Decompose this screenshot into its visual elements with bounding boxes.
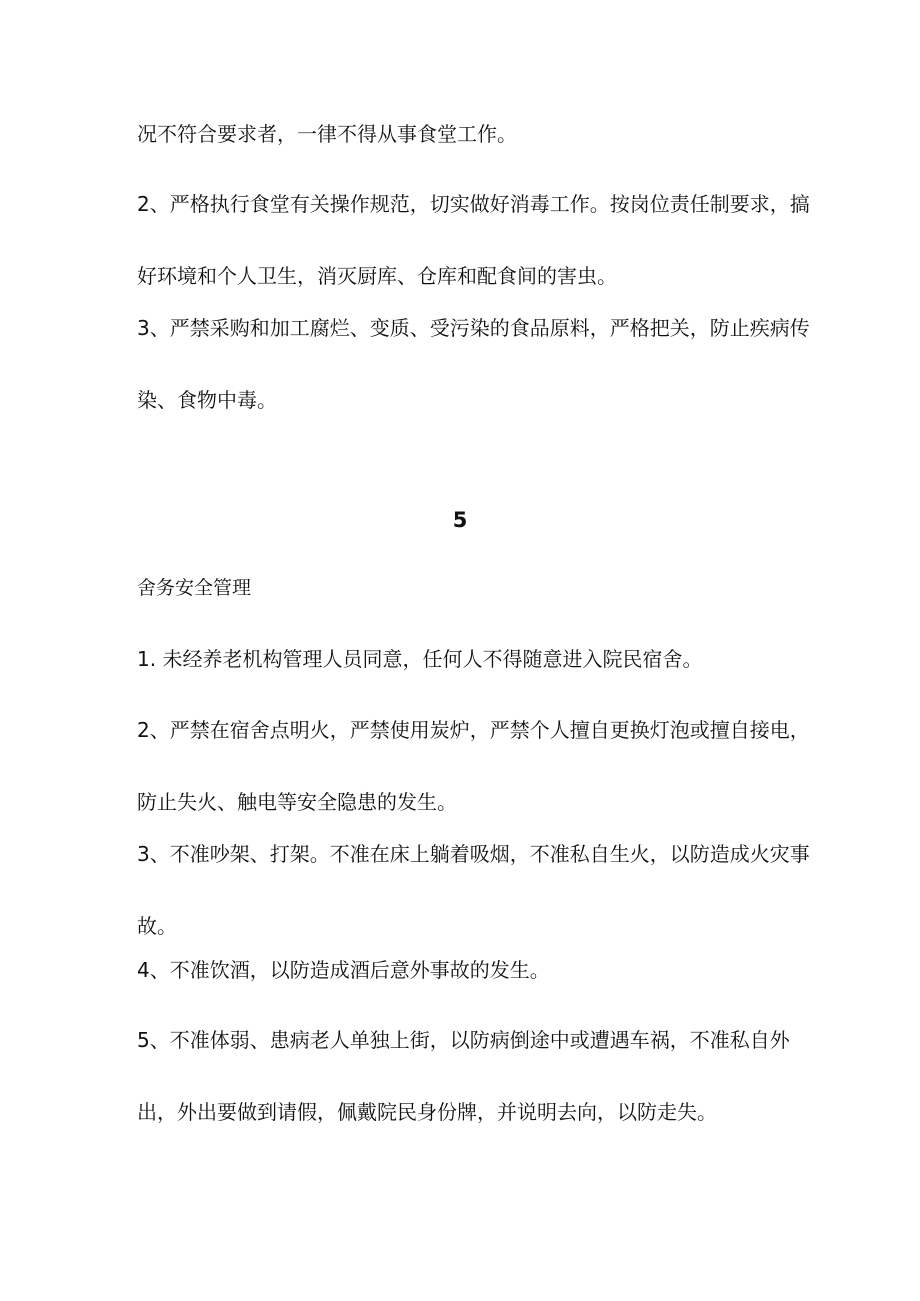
paragraph-dorm-item-1: 1. 未经养老机构管理人员同意，任何人不得随意进入院民宿舍。 <box>137 647 703 671</box>
paragraph-dorm-item-4: 4、不准饮酒，以防造成酒后意外事故的发生。 <box>137 958 550 982</box>
section-number: 5 <box>452 508 468 532</box>
paragraph-canteen-item-3: 3、严禁采购和加工腐烂、变质、受污染的食品原料，严格把关，防止疾病传染、食物中毒。 <box>137 316 810 412</box>
paragraph-continued: 况不符合要求者，一律不得从事食堂工作。 <box>137 122 517 146</box>
paragraph-canteen-item-2: 2、严格执行食堂有关操作规范，切实做好消毒工作。按岗位责任制要求，搞好环境和个人卫生，消灭厨库、仓库和配食间的害虫。 <box>137 192 810 288</box>
paragraph-dorm-item-5: 5、不准体弱、患病老人单独上街，以防病倒途中或遭遇车祸，不准私自外出，外出要做到请假，佩戴院民身份牌，并说明去向，以防走失。 <box>137 1028 790 1124</box>
paragraph-dorm-item-3: 3、不准吵架、打架。不准在床上躺着吸烟，不准私自生火，以防造成火灾事故。 <box>137 842 810 938</box>
paragraph-dorm-item-2: 2、严禁在宿舍点明火，严禁使用炭炉，严禁个人擅自更换灯泡或擅自接电，防止失火、触电等安全隐患的发生。 <box>137 718 810 814</box>
section-title: 舍务安全管理 <box>137 577 252 599</box>
